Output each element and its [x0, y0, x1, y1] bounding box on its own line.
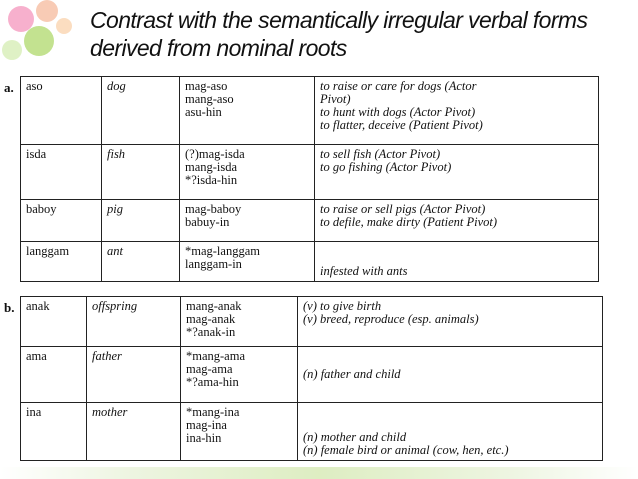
gloss-cell: pig: [102, 200, 180, 242]
table-row: [21, 77, 599, 145]
gloss-cell: fish: [102, 145, 180, 200]
root-cell: ama: [21, 347, 87, 403]
decor-circle-light-green: [2, 40, 22, 60]
forms-cell: (?)mag-isda mang-isda *?isda-hin: [180, 145, 315, 200]
meaning-cell: (n) mother and child (n) female bird or animal (cow, hen, etc.): [298, 403, 603, 461]
root-cell: anak: [21, 297, 87, 347]
gloss-cell: ant: [102, 242, 180, 282]
gloss-cell: offspring: [87, 297, 181, 347]
block-a-table: [20, 76, 599, 282]
root-cell: langgam: [21, 242, 102, 282]
table-row: [21, 145, 599, 200]
meaning-cell: to raise or care for dogs (Actor Pivot) to hunt with dogs (Actor Pivot) to flatter, deceive (Patient Pivot): [315, 77, 599, 145]
forms-cell: mag-baboy babuy-in: [180, 200, 315, 242]
block-a-letter: a.: [4, 80, 14, 95]
table-row: [21, 297, 603, 347]
meaning-cell: to sell fish (Actor Pivot) to go fishing (Actor Pivot): [315, 145, 599, 200]
gloss-cell: dog: [102, 77, 180, 145]
root-cell: isda: [21, 145, 102, 200]
table-row: [21, 347, 603, 403]
gloss-cell: mother: [87, 403, 181, 461]
meaning-cell: (n) father and child: [298, 347, 603, 403]
table-row: [21, 403, 603, 461]
gloss-cell: father: [87, 347, 181, 403]
block-b-letter: b.: [4, 300, 15, 315]
slide-title: [90, 6, 630, 62]
decor-circle-light-peach: [56, 18, 72, 34]
meaning-cell: to raise or sell pigs (Actor Pivot) to defile, make dirty (Patient Pivot): [315, 200, 599, 242]
decor-circle-peach: [36, 0, 58, 22]
root-cell: ina: [21, 403, 87, 461]
forms-cell: *mag-langgam langgam-in: [180, 242, 315, 282]
meaning-cell: infested with ants: [315, 242, 599, 282]
root-cell: baboy: [21, 200, 102, 242]
block-b-table: [20, 296, 603, 461]
forms-cell: mang-anak mag-anak *?anak-in: [181, 297, 298, 347]
forms-cell: *mang-ina mag-ina ina-hin: [181, 403, 298, 461]
table-row: [21, 242, 599, 282]
decor-circle-green: [24, 26, 54, 56]
table-row: [21, 200, 599, 242]
forms-cell: mag-aso mang-aso asu-hin: [180, 77, 315, 145]
root-cell: aso: [21, 77, 102, 145]
meaning-cell: (v) to give birth (v) breed, reproduce (esp. animals): [298, 297, 603, 347]
forms-cell: *mang-ama mag-ama *?ama-hin: [181, 347, 298, 403]
slide-title-line-1: Contrast with the semantically irregular verbal forms: [90, 7, 588, 33]
decor-footer-bar: [0, 467, 638, 479]
slide-title-line-2: derived from nominal roots: [90, 35, 347, 61]
